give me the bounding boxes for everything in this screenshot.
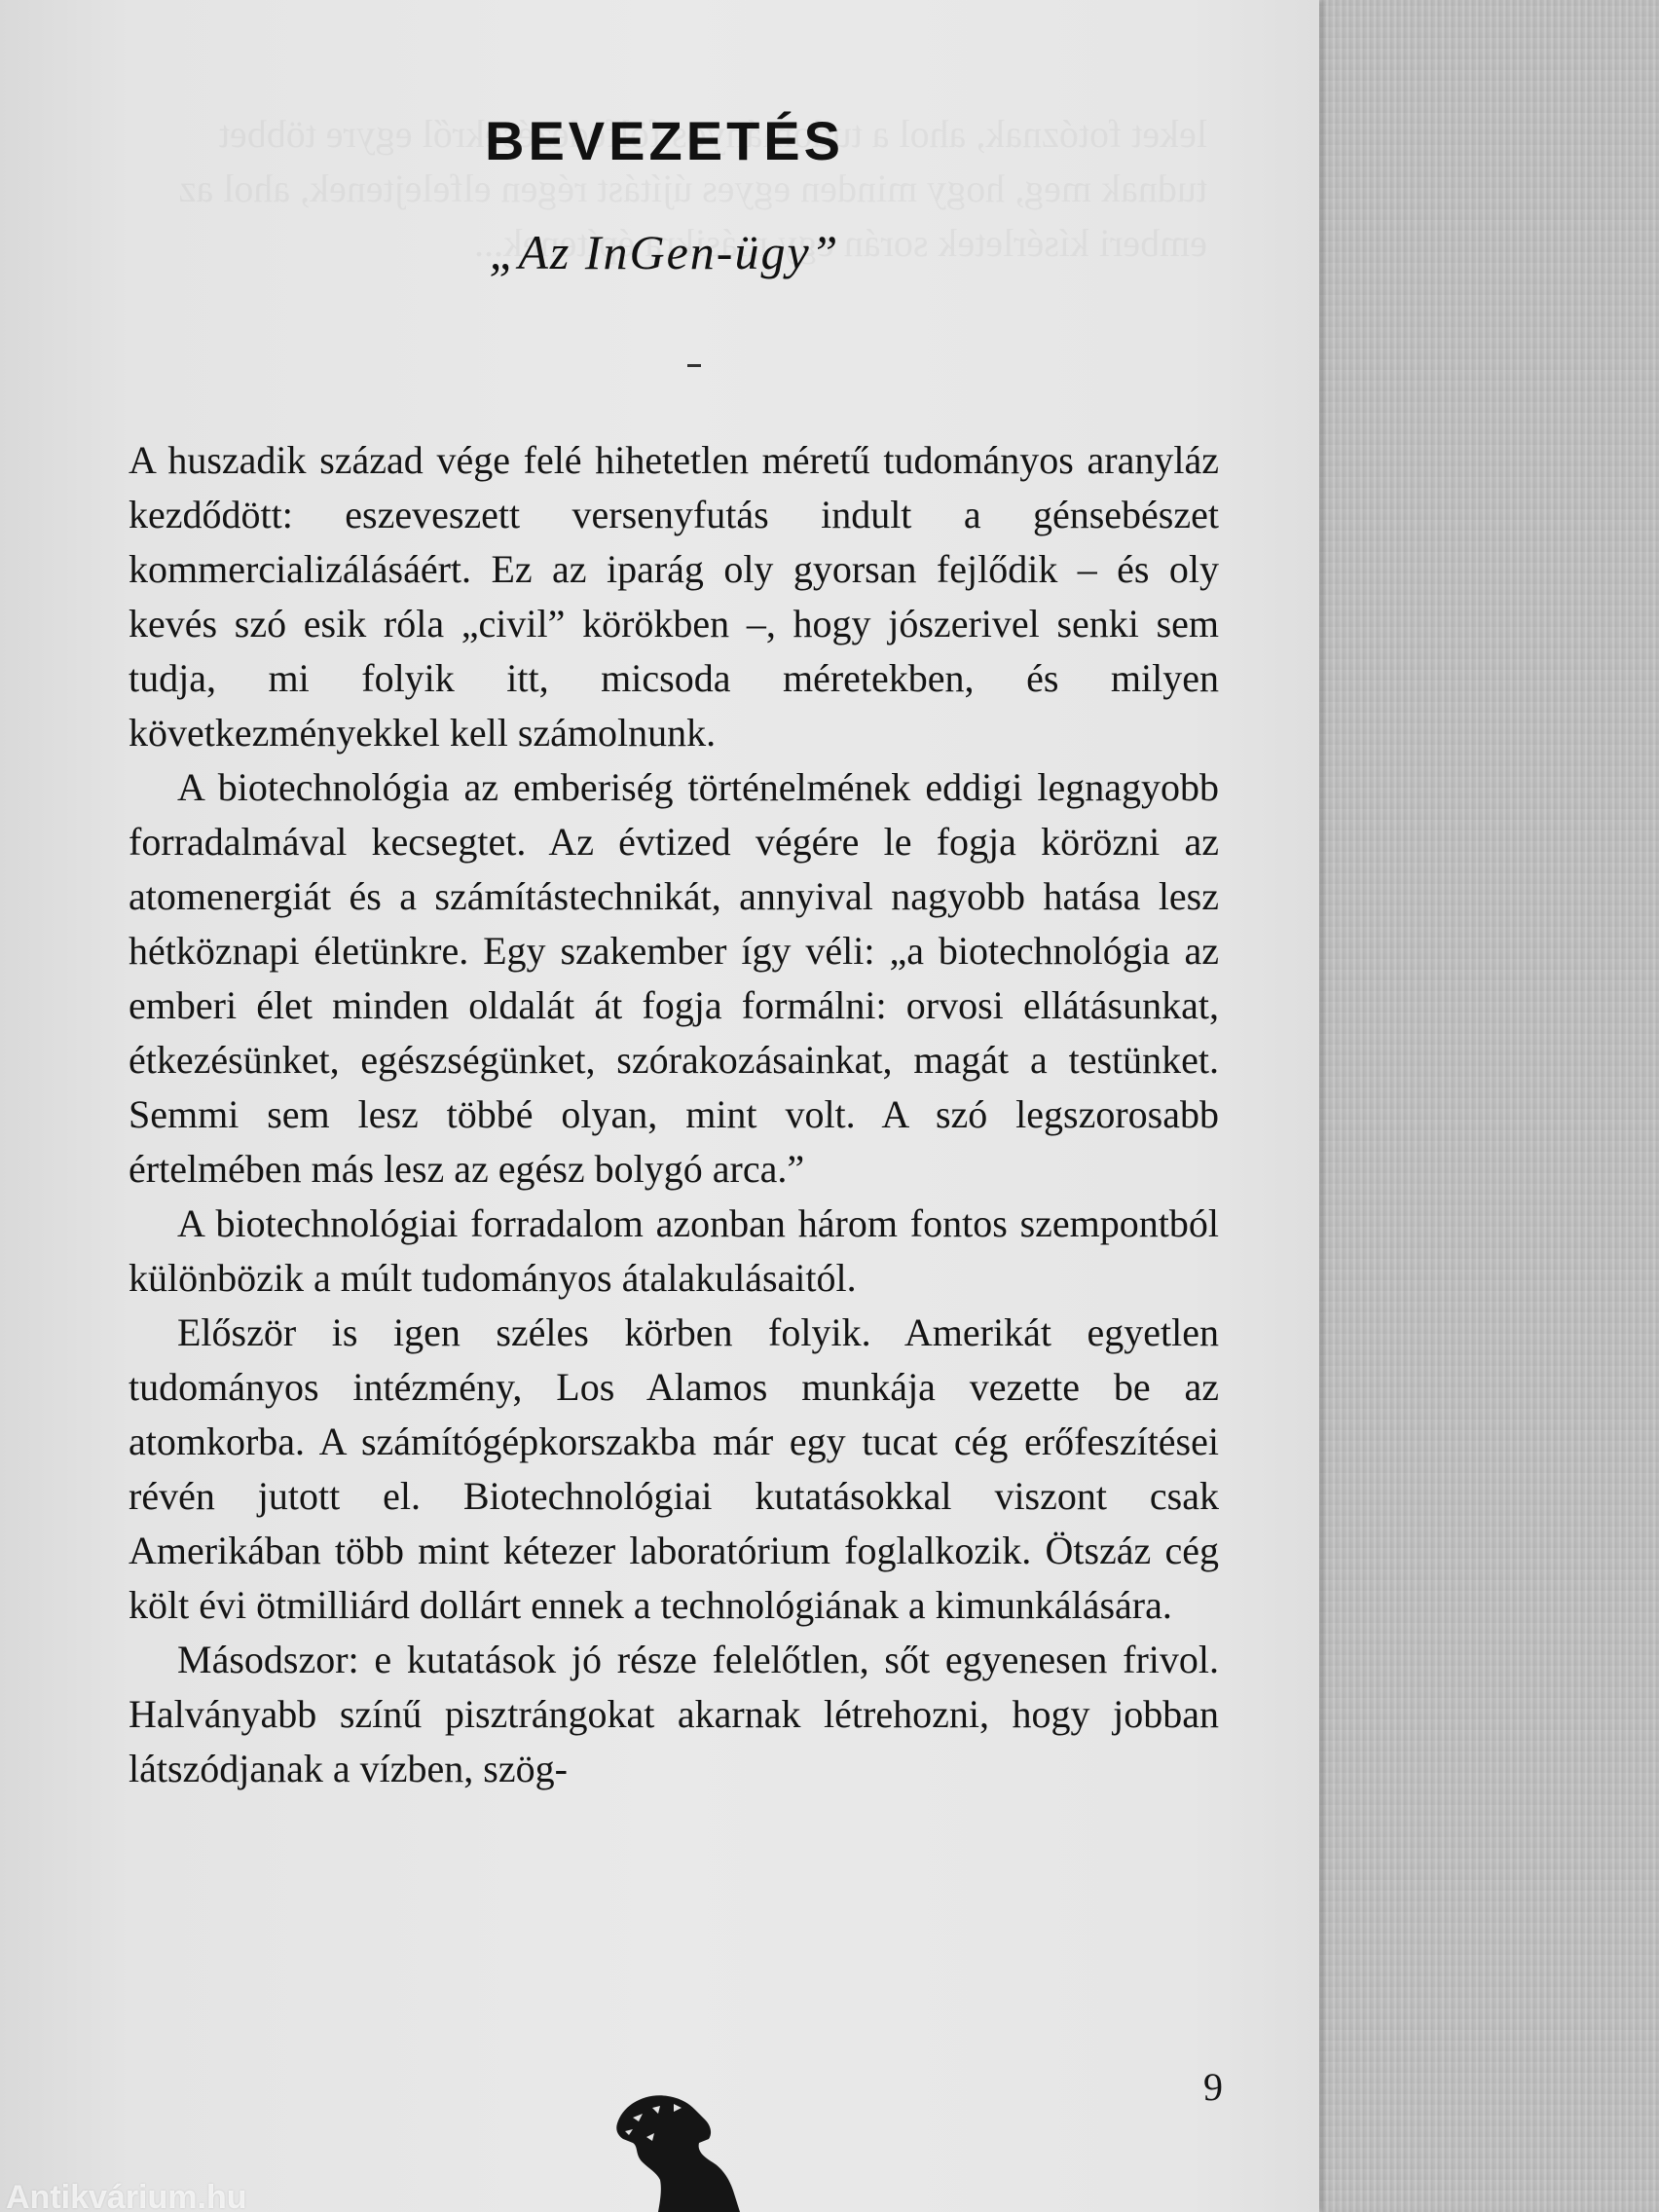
paragraph: A huszadik század vége felé hihetetlen méretű tudományos aranyláz kezdődött: eszeveszett versenyfutás indult a génsebészet kommercializálásáért. Ez az iparág oly gyorsan fejlődik – és oly kevés szó esik róla „civil” körökben –, hogy jószerivel senki sem tudja, mi folyik itt, micsoda méretekben, és milyen következményekkel kell számolnunk. — [129, 438, 1219, 755]
background-surface — [1319, 0, 1659, 2212]
paragraph: Először is igen széles körben folyik. Amerikát egyetlen tudományos intézmény, Los Alamos munkája vezette be az atomkorba. A számítógépkorszakba már egy tucat cég erőfeszítései révén jutott el. Biotechnológiai kutatásokkal viszont csak Amerikában több mint kétezer laboratórium foglalkozik. Ötszáz cég költ évi ötmilliárd dollárt ennek a technológiának a kimunkálására. — [129, 1310, 1219, 1627]
body-text — [129, 433, 1219, 1796]
chapter-subtitle: „Az InGen-ügy” — [489, 225, 840, 279]
ornament-dash — [687, 364, 701, 367]
page-number: 9 — [1203, 2065, 1223, 2109]
watermark: Antikvárium.hu — [6, 2179, 247, 2212]
paragraph: Másodszor: e kutatások jó része felelőtlen, sőt egyenesen frivol. Halványabb színű pisztrángokat akarnak létrehozni, hogy jobban látszódjanak a vízben, szög- — [129, 1638, 1219, 1790]
paragraph: A biotechnológiai forradalom azonban három fontos szempontból különbözik a múlt tudományos átalakulásaitól. — [129, 1201, 1219, 1300]
dinosaur-icon — [604, 2079, 779, 2212]
chapter-title: BEVEZETÉS — [485, 110, 844, 171]
paragraph: A biotechnológia az emberiség történelmének eddigi legnagyobb forradalmával kecsegtet. Az évtized végére le fogja körözni az atomenergiát és a számítástechnikát, annyival nagyobb hatása lesz hétköznapi életünkre. Egy szakember így véli: „a biotechnológia az emberi élet minden oldalát át fogja formálni: orvosi ellátásunkat, étkezésünket, egészségünket, szórakozásainkat, magát a testünket. Semmi sem lesz többé olyan, mint volt. A szó legszorosabb értelmében más lesz az egész bolygó arca.” — [129, 765, 1219, 1191]
